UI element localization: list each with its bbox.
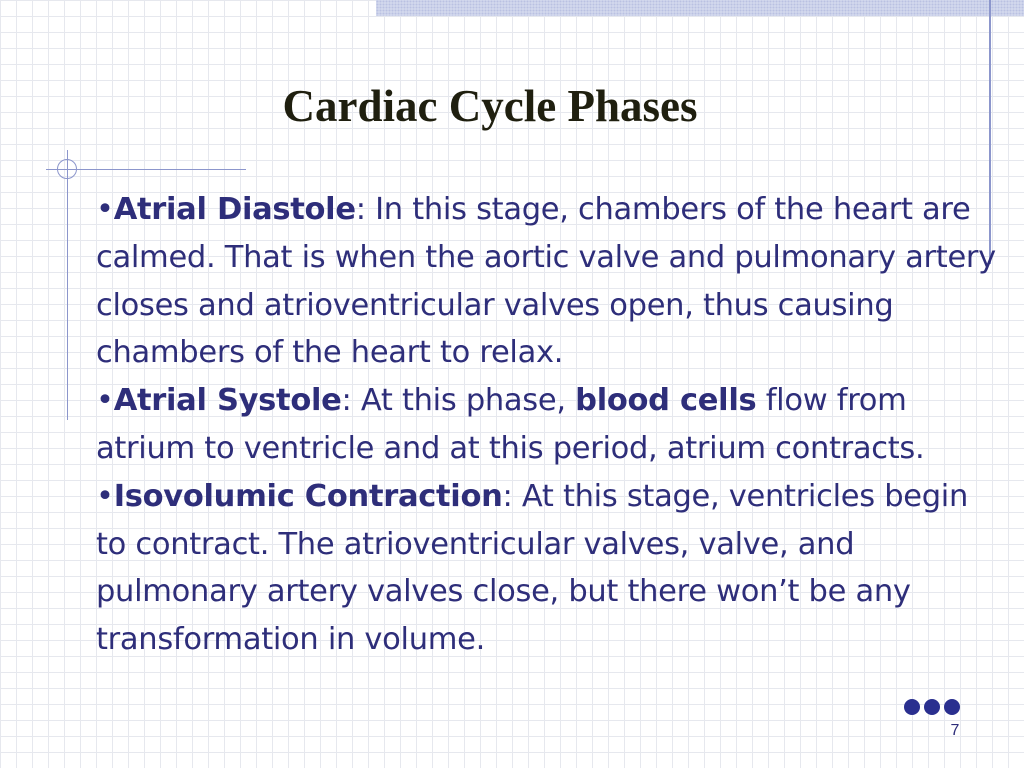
- description-atrial-systole-end: flow from atrium to ventricle and at this period, atrium contracts.: [96, 383, 925, 466]
- description-isovolumic-contraction: : At this stage, ventricles begin to contract. The atrioventricular valves, valve, and pulmonary artery valves close, but there won’t be any transformation in volume.: [96, 478, 968, 658]
- term-isovolumic-contraction: Isovolumic Contraction: [113, 478, 503, 514]
- bullet-atrial-systole: [96, 377, 996, 473]
- bullet-atrial-diastole: [96, 186, 996, 377]
- description-atrial-systole-start: : At this phase,: [341, 383, 576, 419]
- description-atrial-diastole: : In this stage, chambers of the heart are calmed. That is when the aortic valve and pulmonary artery closes and atrioventricular valves open, thus causing chambers of the heart to relax.: [96, 192, 996, 371]
- bullet-marker: •: [96, 192, 114, 227]
- decorative-circle: [57, 159, 77, 179]
- dot: [924, 699, 940, 715]
- dot: [904, 699, 920, 715]
- bullet-isovolumic-contraction: [96, 473, 996, 664]
- slide-body: [96, 186, 996, 664]
- bullet-marker: •: [96, 383, 114, 419]
- more-dots-icon: [904, 699, 964, 717]
- bullet-marker: •: [96, 478, 114, 514]
- page-number: 7: [950, 722, 960, 739]
- term-atrial-systole: Atrial Systole: [113, 383, 342, 419]
- dot: [944, 699, 960, 715]
- vertical-decorative-line: [67, 150, 68, 420]
- slide-title: Cardiac Cycle Phases: [282, 81, 698, 131]
- term-atrial-diastole: Atrial Diastole: [113, 192, 356, 227]
- emphasis-blood-cells: blood cells: [575, 383, 757, 419]
- top-decorative-band: [376, 0, 1024, 16]
